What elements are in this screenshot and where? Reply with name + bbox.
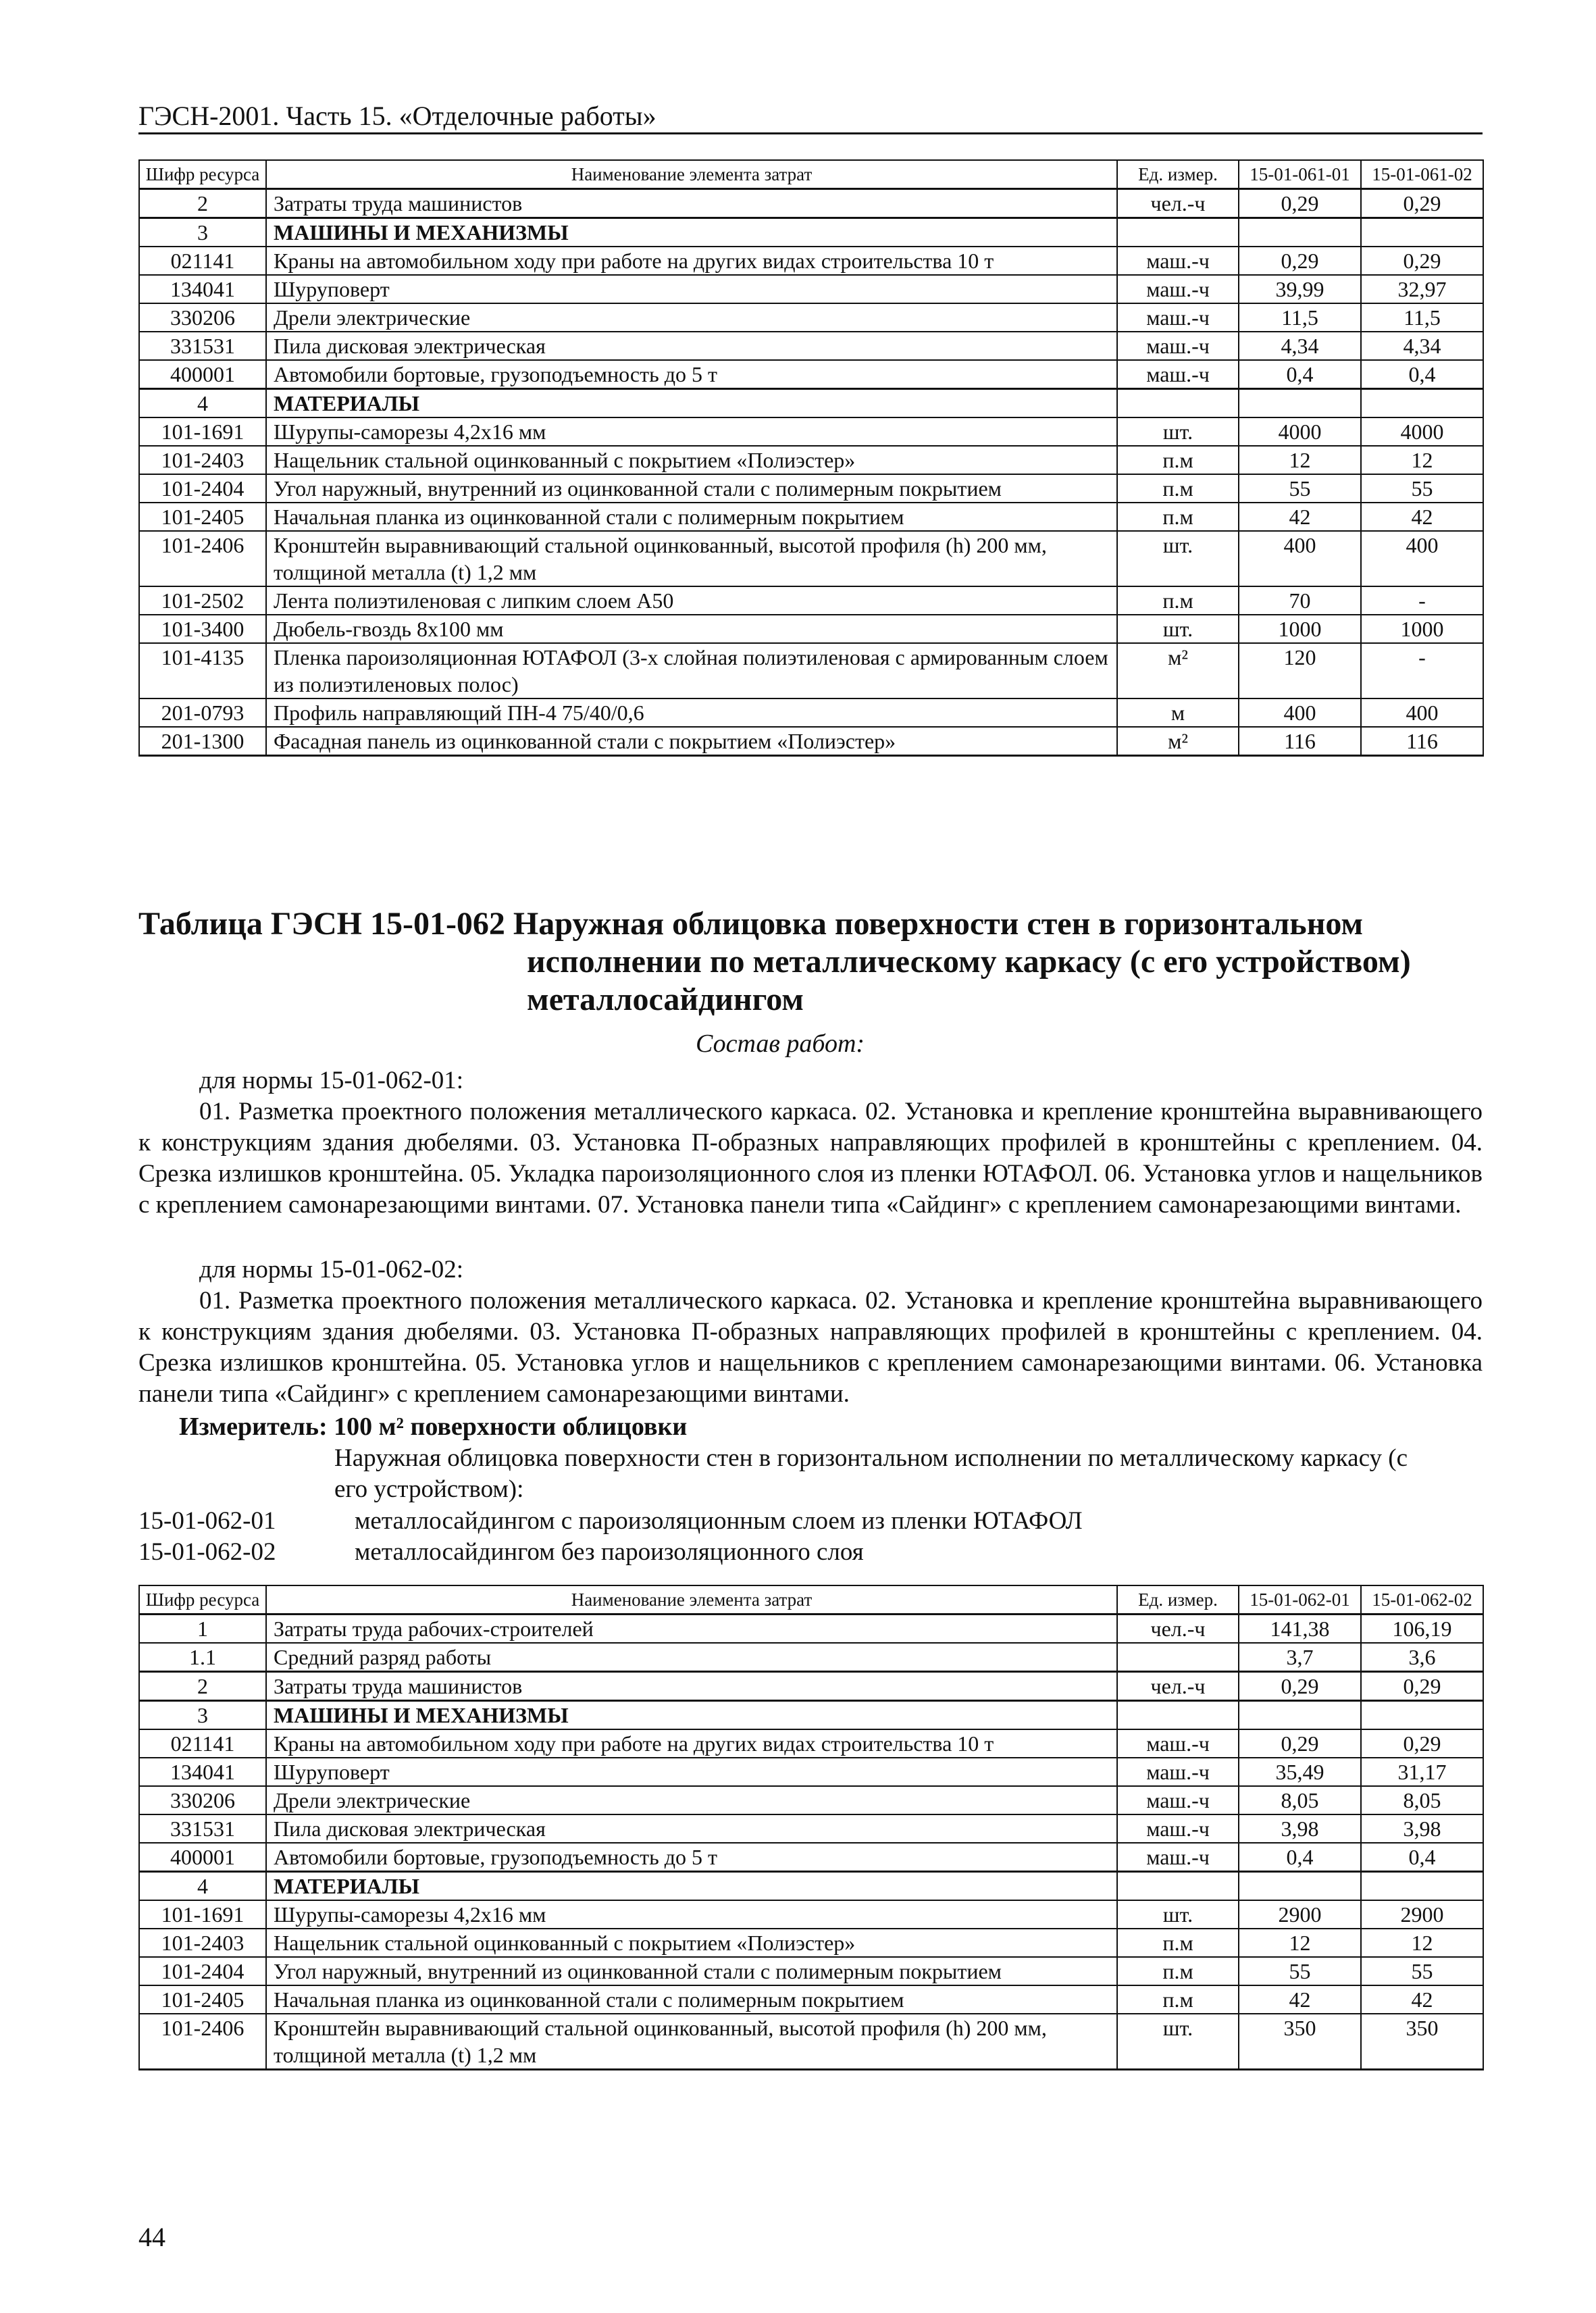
cell-code: 101-2406: [139, 2014, 266, 2070]
cell-norm-2: [1361, 389, 1483, 418]
table-row: [139, 531, 1483, 586]
cell-norm-2: -: [1361, 586, 1483, 615]
cell-name: Автомобили бортовые, грузоподъемность до 5 т: [266, 1843, 1117, 1872]
table-row: [139, 218, 1483, 247]
cell-norm-2: 4,34: [1361, 332, 1483, 360]
cell-name: Начальная планка из оцинкованной стали с полимерным покрытием: [266, 503, 1117, 531]
norm-description: Наружная облицовка поверхности стен в горизонтальном исполнении по металлическому каркасу (с его устройством):: [334, 1444, 1408, 1503]
cell-name: Затраты труда машинистов: [266, 1672, 1117, 1701]
table-row: [139, 1929, 1483, 1957]
cell-norm-2: 8,05: [1361, 1786, 1483, 1814]
cell-norm-2: 0,4: [1361, 1843, 1483, 1872]
cell-name: МАТЕРИАЛЫ: [266, 1872, 1117, 1901]
table-row: [139, 1814, 1483, 1843]
norm-variant-code: 15-01-062-02: [138, 1538, 276, 1566]
cell-name: Лента полиэтиленовая с липким слоем А50: [266, 586, 1117, 615]
cell-norm-1: 35,49: [1239, 1758, 1361, 1786]
table-row: [139, 1701, 1483, 1730]
table-row: [139, 1758, 1483, 1786]
cell-norm-1: 55: [1239, 1957, 1361, 1985]
table-row: [139, 1872, 1483, 1901]
cell-norm-1: [1239, 218, 1361, 247]
cell-norm-2: 12: [1361, 1929, 1483, 1957]
cell-code: 101-2404: [139, 474, 266, 503]
cell-unit: чел.-ч: [1117, 1615, 1239, 1644]
cell-name: Нащельник стальной оцинкованный с покрытием «Полиэстер»: [266, 446, 1117, 474]
cell-unit: п.м: [1117, 503, 1239, 531]
table-row: [139, 417, 1483, 446]
col-header-norm-1: 15-01-062-01: [1239, 1585, 1361, 1615]
running-header: ГЭСН-2001. Часть 15. «Отделочные работы»: [138, 101, 657, 131]
cell-code: 101-2502: [139, 586, 266, 615]
cell-norm-1: 4,34: [1239, 332, 1361, 360]
cell-norm-1: 39,99: [1239, 275, 1361, 303]
cell-norm-1: 350: [1239, 2014, 1361, 2070]
cell-unit: маш.-ч: [1117, 1758, 1239, 1786]
cell-name: МАШИНЫ И МЕХАНИЗМЫ: [266, 1701, 1117, 1730]
cell-norm-2: 55: [1361, 474, 1483, 503]
cell-unit: чел.-ч: [1117, 189, 1239, 218]
cell-code: 101-1691: [139, 417, 266, 446]
table-row: [139, 1615, 1483, 1644]
cell-norm-2: -: [1361, 643, 1483, 698]
cell-norm-2: 0,29: [1361, 247, 1483, 275]
table-body: [139, 1615, 1483, 2070]
cell-code: 201-0793: [139, 698, 266, 727]
cell-unit: шт.: [1117, 1900, 1239, 1929]
cell-norm-2: 32,97: [1361, 275, 1483, 303]
col-header-code: Шифр ресурса: [139, 1585, 266, 1615]
cell-name: МАТЕРИАЛЫ: [266, 389, 1117, 418]
table-row: [139, 389, 1483, 418]
cell-norm-1: 70: [1239, 586, 1361, 615]
cell-code: 134041: [139, 275, 266, 303]
cell-unit: м²: [1117, 643, 1239, 698]
cell-norm-2: 3,6: [1361, 1643, 1483, 1672]
col-header-norm-1: 15-01-061-01: [1239, 160, 1361, 189]
cell-norm-1: 116: [1239, 727, 1361, 756]
table-row: [139, 1843, 1483, 1872]
cell-norm-2: 0,4: [1361, 360, 1483, 389]
table-row: [139, 1672, 1483, 1701]
cell-norm-1: 0,29: [1239, 1672, 1361, 1701]
cell-norm-1: 3,7: [1239, 1643, 1361, 1672]
cell-unit: п.м: [1117, 1957, 1239, 1985]
norm-variant-text: металлосайдингом с пароизоляционным слоем из пленки ЮТАФОЛ: [355, 1507, 1083, 1535]
table-body: [139, 189, 1483, 756]
cell-norm-1: 0,4: [1239, 1843, 1361, 1872]
table-row: [139, 1786, 1483, 1814]
col-header-name: Наименование элемента затрат: [266, 1585, 1117, 1615]
cell-name: Затраты труда рабочих-строителей: [266, 1615, 1117, 1644]
cell-norm-1: 400: [1239, 698, 1361, 727]
cell-norm-1: 12: [1239, 446, 1361, 474]
cell-name: Нащельник стальной оцинкованный с покрытием «Полиэстер»: [266, 1929, 1117, 1957]
norm-2-label: для нормы 15-01-062-02:: [199, 1256, 464, 1283]
resource-table-062: [138, 1585, 1484, 2070]
cell-norm-1: 11,5: [1239, 303, 1361, 332]
cell-unit: чел.-ч: [1117, 1672, 1239, 1701]
cell-norm-2: 0,29: [1361, 1729, 1483, 1758]
table-row: [139, 1900, 1483, 1929]
table-row: [139, 360, 1483, 389]
cell-code: 101-2403: [139, 1929, 266, 1957]
table-row: [139, 727, 1483, 756]
cell-unit: маш.-ч: [1117, 247, 1239, 275]
cell-norm-2: 116: [1361, 727, 1483, 756]
cell-norm-1: [1239, 1872, 1361, 1901]
cell-unit: [1117, 1643, 1239, 1672]
cell-name: Профиль направляющий ПН-4 75/40/0,6: [266, 698, 1117, 727]
cell-name: МАШИНЫ И МЕХАНИЗМЫ: [266, 218, 1117, 247]
cell-name: Дрели электрические: [266, 303, 1117, 332]
cell-name: Кронштейн выравнивающий стальной оцинкованный, высотой профиля (h) 200 мм, толщиной металла (t) 1,2 мм: [266, 2014, 1117, 2070]
cell-code: 1: [139, 1615, 266, 1644]
cell-unit: маш.-ч: [1117, 332, 1239, 360]
table-row: [139, 698, 1483, 727]
cell-name: Шурупы-саморезы 4,2х16 мм: [266, 1900, 1117, 1929]
cell-code: 101-4135: [139, 643, 266, 698]
table-row: [139, 189, 1483, 218]
col-header-name: Наименование элемента затрат: [266, 160, 1117, 189]
cell-code: 3: [139, 1701, 266, 1730]
cell-norm-1: 55: [1239, 474, 1361, 503]
table-row: [139, 1729, 1483, 1758]
cell-norm-1: 120: [1239, 643, 1361, 698]
cell-norm-1: 400: [1239, 531, 1361, 586]
table-row: [139, 247, 1483, 275]
cell-norm-2: 4000: [1361, 417, 1483, 446]
cell-norm-2: 106,19: [1361, 1615, 1483, 1644]
table-row: [139, 303, 1483, 332]
col-header-norm-2: 15-01-062-02: [1361, 1585, 1483, 1615]
cell-norm-1: 0,4: [1239, 360, 1361, 389]
cell-norm-1: 141,38: [1239, 1615, 1361, 1644]
table-row: [139, 1643, 1483, 1672]
cell-code: 101-2405: [139, 1985, 266, 2014]
cell-code: 2: [139, 189, 266, 218]
cell-code: 4: [139, 1872, 266, 1901]
cell-unit: п.м: [1117, 1985, 1239, 2014]
cell-norm-2: 350: [1361, 2014, 1483, 2070]
cell-name: Дюбель-гвоздь 8х100 мм: [266, 615, 1117, 643]
cell-unit: м²: [1117, 727, 1239, 756]
cell-name: Пленка пароизоляционная ЮТАФОЛ (3-х слойная полиэтиленовая с армированным слоем из полиэтиленовых полос): [266, 643, 1117, 698]
cell-unit: п.м: [1117, 586, 1239, 615]
table-row: [139, 503, 1483, 531]
cell-name: Затраты труда машинистов: [266, 189, 1117, 218]
cell-name: Шуруповерт: [266, 275, 1117, 303]
cell-code: 2: [139, 1672, 266, 1701]
cell-norm-1: [1239, 1701, 1361, 1730]
cell-name: Пила дисковая электрическая: [266, 1814, 1117, 1843]
cell-unit: п.м: [1117, 446, 1239, 474]
col-header-unit: Ед. измер.: [1117, 160, 1239, 189]
cell-norm-1: 0,29: [1239, 1729, 1361, 1758]
cell-norm-2: 11,5: [1361, 303, 1483, 332]
table-header-row: [139, 1585, 1483, 1615]
cell-code: 021141: [139, 247, 266, 275]
cell-unit: п.м: [1117, 474, 1239, 503]
norm-variant-code: 15-01-062-01: [138, 1507, 276, 1535]
cell-code: 330206: [139, 1786, 266, 1814]
cell-code: 330206: [139, 303, 266, 332]
cell-norm-1: 12: [1239, 1929, 1361, 1957]
cell-norm-2: 42: [1361, 503, 1483, 531]
norm-2-text: 01. Разметка проектного положения металлического каркаса. 02. Установка и крепление кронштейна выравнивающего к конструкциям здания дюбелями. 03. Установка П-образных направляющих профилей в кронштейны с креплением. 04. Срезка излишков кронштейна. 05. Установка углов и нащельников с креплением самонарезающими винтами. 06. Установка панели типа «Сайдинг» с креплением самонарезающими винтами.: [138, 1287, 1483, 1408]
cell-name: Средний разряд работы: [266, 1643, 1117, 1672]
col-header-norm-2: 15-01-061-02: [1361, 160, 1483, 189]
table-row: [139, 332, 1483, 360]
cell-code: 331531: [139, 332, 266, 360]
cell-code: 331531: [139, 1814, 266, 1843]
cell-norm-1: [1239, 389, 1361, 418]
cell-code: 4: [139, 389, 266, 418]
cell-code: 101-1691: [139, 1900, 266, 1929]
norm-1-label: для нормы 15-01-062-01:: [199, 1067, 464, 1094]
table-row: [139, 2014, 1483, 2070]
cell-norm-2: 31,17: [1361, 1758, 1483, 1786]
norm-variant: [138, 1506, 1083, 1535]
table-title-line-1: Таблица ГЭСН 15-01-062 Наружная облицовка поверхности стен в горизонтальном: [138, 906, 1364, 942]
cell-name: Краны на автомобильном ходу при работе на других видах строительства 10 т: [266, 247, 1117, 275]
cell-norm-2: [1361, 1872, 1483, 1901]
table-row: [139, 1985, 1483, 2014]
cell-norm-2: 400: [1361, 698, 1483, 727]
cell-unit: [1117, 218, 1239, 247]
cell-norm-1: 4000: [1239, 417, 1361, 446]
cell-code: 101-3400: [139, 615, 266, 643]
cell-unit: шт.: [1117, 531, 1239, 586]
cell-unit: шт.: [1117, 2014, 1239, 2070]
cell-norm-1: 42: [1239, 503, 1361, 531]
norm-variant-text: металлосайдингом без пароизоляционного слоя: [355, 1538, 864, 1566]
table-row: [139, 275, 1483, 303]
table-title-line-2: исполнении по металлическому каркасу (с его устройством): [527, 944, 1411, 980]
cell-unit: маш.-ч: [1117, 360, 1239, 389]
cell-name: Угол наружный, внутренний из оцинкованной стали с полимерным покрытием: [266, 1957, 1117, 1985]
table-row: [139, 615, 1483, 643]
norm-variant: [138, 1537, 864, 1567]
cell-code: 021141: [139, 1729, 266, 1758]
cell-unit: [1117, 389, 1239, 418]
cell-code: 400001: [139, 1843, 266, 1872]
cell-unit: маш.-ч: [1117, 1814, 1239, 1843]
measure-unit: Измеритель: 100 м² поверхности облицовки: [179, 1413, 688, 1441]
cell-name: Пила дисковая электрическая: [266, 332, 1117, 360]
table-row: [139, 1957, 1483, 1985]
cell-norm-1: 2900: [1239, 1900, 1361, 1929]
cell-norm-2: [1361, 1701, 1483, 1730]
cell-unit: маш.-ч: [1117, 1729, 1239, 1758]
cell-name: Дрели электрические: [266, 1786, 1117, 1814]
cell-unit: шт.: [1117, 417, 1239, 446]
cell-code: 134041: [139, 1758, 266, 1786]
cell-code: 101-2404: [139, 1957, 266, 1985]
cell-unit: маш.-ч: [1117, 303, 1239, 332]
cell-code: 1.1: [139, 1643, 266, 1672]
cell-unit: маш.-ч: [1117, 1843, 1239, 1872]
header-rule: [138, 132, 1483, 134]
work-composition-heading: Состав работ:: [696, 1030, 865, 1058]
cell-name: Шуруповерт: [266, 1758, 1117, 1786]
cell-code: 101-2406: [139, 531, 266, 586]
cell-norm-2: 12: [1361, 446, 1483, 474]
cell-name: Автомобили бортовые, грузоподъемность до 5 т: [266, 360, 1117, 389]
cell-code: 400001: [139, 360, 266, 389]
cell-norm-2: 0,29: [1361, 1672, 1483, 1701]
cell-norm-1: 3,98: [1239, 1814, 1361, 1843]
cell-unit: маш.-ч: [1117, 1786, 1239, 1814]
cell-unit: маш.-ч: [1117, 275, 1239, 303]
cell-norm-1: 42: [1239, 1985, 1361, 2014]
cell-unit: п.м: [1117, 1929, 1239, 1957]
table-row: [139, 446, 1483, 474]
cell-name: Кронштейн выравнивающий стальной оцинкованный, высотой профиля (h) 200 мм, толщиной металла (t) 1,2 мм: [266, 531, 1117, 586]
table-header-row: [139, 160, 1483, 189]
cell-name: Фасадная панель из оцинкованной стали с покрытием «Полиэстер»: [266, 727, 1117, 756]
cell-norm-2: 400: [1361, 531, 1483, 586]
cell-name: Угол наружный, внутренний из оцинкованной стали с полимерным покрытием: [266, 474, 1117, 503]
table-row: [139, 643, 1483, 698]
cell-name: Шурупы-саморезы 4,2х16 мм: [266, 417, 1117, 446]
resource-table-061: [138, 159, 1484, 757]
cell-code: 3: [139, 218, 266, 247]
table-row: [139, 586, 1483, 615]
cell-norm-1: 0,29: [1239, 247, 1361, 275]
cell-norm-2: 1000: [1361, 615, 1483, 643]
page-number: 44: [138, 2222, 165, 2252]
cell-norm-2: 42: [1361, 1985, 1483, 2014]
col-header-unit: Ед. измер.: [1117, 1585, 1239, 1615]
cell-norm-1: 8,05: [1239, 1786, 1361, 1814]
cell-code: 101-2403: [139, 446, 266, 474]
cell-unit: [1117, 1872, 1239, 1901]
cell-code: 101-2405: [139, 503, 266, 531]
cell-norm-2: 0,29: [1361, 189, 1483, 218]
cell-unit: м: [1117, 698, 1239, 727]
table-title: [138, 905, 1483, 1019]
table-title-line-3: металлосайдингом: [527, 982, 804, 1017]
cell-norm-1: 1000: [1239, 615, 1361, 643]
cell-norm-1: 0,29: [1239, 189, 1361, 218]
cell-norm-2: [1361, 218, 1483, 247]
table-row: [139, 474, 1483, 503]
col-header-code: Шифр ресурса: [139, 160, 266, 189]
cell-unit: шт.: [1117, 615, 1239, 643]
cell-unit: [1117, 1701, 1239, 1730]
cell-name: Начальная планка из оцинкованной стали с полимерным покрытием: [266, 1985, 1117, 2014]
cell-norm-2: 2900: [1361, 1900, 1483, 1929]
cell-code: 201-1300: [139, 727, 266, 756]
norm-1-text: 01. Разметка проектного положения металлического каркаса. 02. Установка и крепление кронштейна выравнивающего к конструкциям здания дюбелями. 03. Установка П-образных направляющих профилей в кронштейны с креплением. 04. Срезка излишков кронштейна. 05. Укладка пароизоляционного слоя из пленки ЮТАФОЛ. 06. Установка углов и нащельников с креплением самонарезающими винтами. 07. Установка панели типа «Сайдинг» с креплением самонарезающими винтами.: [138, 1098, 1483, 1219]
cell-norm-2: 55: [1361, 1957, 1483, 1985]
cell-norm-2: 3,98: [1361, 1814, 1483, 1843]
cell-name: Краны на автомобильном ходу при работе на других видах строительства 10 т: [266, 1729, 1117, 1758]
